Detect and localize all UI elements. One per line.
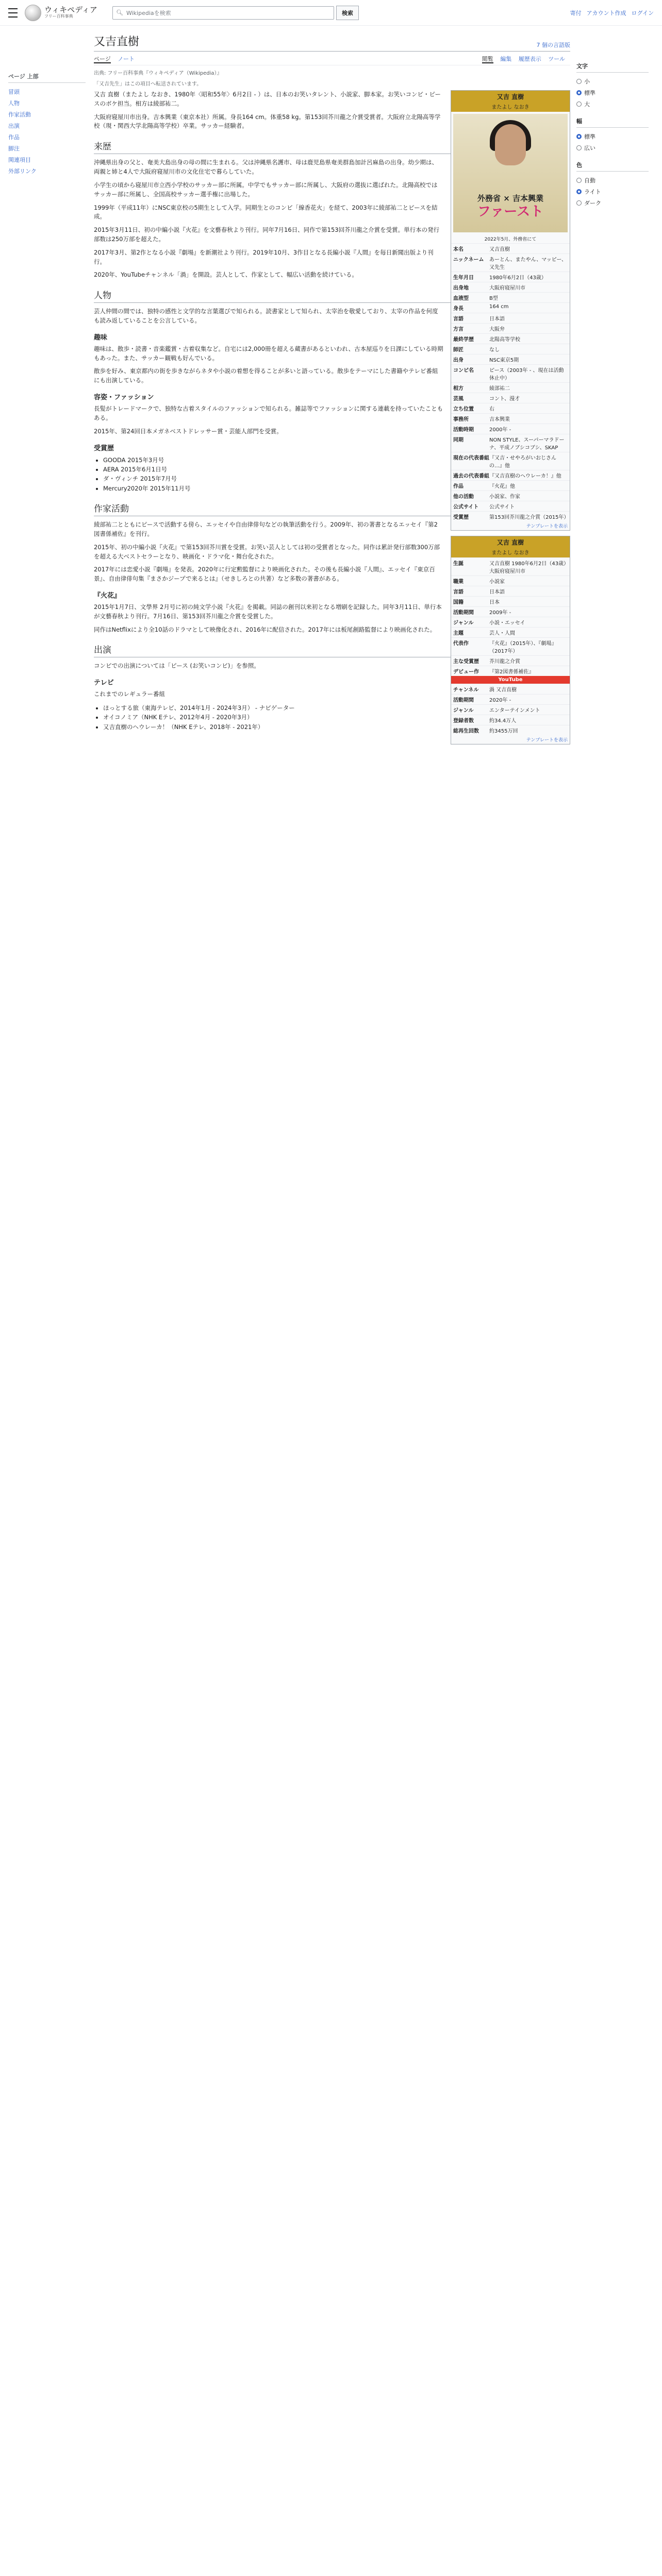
infobox-value: 大阪府寝屋川市 <box>489 285 525 291</box>
tab-edit[interactable]: 編集 <box>500 56 512 62</box>
infobox-value: 『又吉直樹のヘウレーカ！』他 <box>489 473 561 479</box>
option-label: ダーク <box>584 200 601 207</box>
page-tabs <box>94 55 570 65</box>
infobox-label: ジャンル <box>453 620 474 626</box>
infobox-value: 右 <box>489 406 494 412</box>
infobox-value: 北陽高等学校 <box>489 337 520 343</box>
infobox-label: 血液型 <box>453 296 469 301</box>
infobox-label: 芸風 <box>453 396 464 402</box>
infobox-label: 生年月日 <box>453 275 474 281</box>
infobox-row <box>451 557 570 575</box>
infobox-value: 又吉直樹 <box>489 247 510 252</box>
color-auto[interactable] <box>576 175 649 186</box>
infobox-row <box>451 243 570 253</box>
search-placeholder: Wikipediaを検索 <box>126 9 171 16</box>
paragraph: 1999年（平成11年）にNSC東京校の5期生として入学。同期生とのコンビ「線香花火」を経て、2003年に綾部祐二とピースを結成。 <box>94 204 438 221</box>
radio-icon <box>576 134 582 139</box>
infobox-row <box>451 501 570 511</box>
infobox-value: 小説家 <box>489 579 505 585</box>
infobox-label: 過去の代表番組 <box>453 473 489 479</box>
infobox-value: 『又吉・せやろがいおじさんの…』他 <box>489 455 556 469</box>
infobox-value: あーとん、またやん、マッピー、又先生 <box>489 257 567 270</box>
youtube-header: YouTube <box>451 676 570 684</box>
infobox-value: なし <box>489 347 500 353</box>
infobox-value: 164 cm <box>489 304 509 310</box>
paragraph: 2017年3月、第2作となる小説『劇場』を新潮社より刊行。2019年10月、3作目となる長編小説『人間』を毎日新聞出版より刊行。 <box>94 248 434 265</box>
infobox <box>451 90 570 531</box>
infobox-label: 代表作 <box>453 641 469 647</box>
infobox-label: 受賞歴 <box>453 515 469 520</box>
infobox-label: 総再生回数 <box>453 728 479 734</box>
width-wide[interactable] <box>576 142 649 154</box>
color-dark[interactable] <box>576 197 649 209</box>
radio-icon <box>576 200 582 206</box>
infobox-value: エンターテインメント <box>489 708 540 714</box>
infobox-label: 他の活動 <box>453 494 474 500</box>
infobox-label: 言語 <box>453 589 464 595</box>
list-item: • 又吉直樹のヘウレーカ！（NHK Eテレ、2018年 - 2021年） <box>103 722 570 732</box>
list-item: • ダ・ヴィンチ 2015年7月号 <box>103 474 570 483</box>
toc-item[interactable]: 脚注 <box>8 145 20 152</box>
infobox-writer <box>451 536 570 744</box>
photo-caption: 2022年5月、外務省にて <box>484 237 537 242</box>
infobox-label: 言語 <box>453 316 464 322</box>
infobox-value: 公式サイト <box>489 504 515 510</box>
infobox-row <box>451 382 570 393</box>
donate-link[interactable]: 寄付 <box>570 9 582 16</box>
paragraph: これまでのレギュラー番組 <box>94 690 165 698</box>
infobox-label: コンビ名 <box>453 368 474 374</box>
heading-text: 人物 <box>94 291 111 301</box>
infobox-row <box>451 364 570 382</box>
infobox-row <box>451 403 570 413</box>
option-label: 大 <box>584 101 590 108</box>
infobox-row <box>451 354 570 364</box>
infobox-value: 『火花』（2015年）、『劇場』（2017年） <box>489 641 557 654</box>
infobox-label: 生誕 <box>453 561 464 567</box>
logo-subtitle: フリー百科事典 <box>44 14 73 19</box>
infobox-label: 活動期間 <box>453 698 474 703</box>
option-label: ライト <box>584 189 601 195</box>
infobox-row <box>451 272 570 282</box>
infobox-value: 又吉直樹 1980年6月2日（43歳）大阪府寝屋川市 <box>489 561 567 574</box>
list-item: • オイコノミア（NHK Eテレ、2012年4月 - 2020年3月） <box>103 713 570 722</box>
infobox-value: 小説・エッセイ <box>489 620 525 626</box>
infobox-value: 芥川龍之介賞 <box>489 659 520 665</box>
infobox-name: 又吉 直樹 <box>451 91 570 103</box>
toc-item[interactable]: 作家活動 <box>8 111 31 118</box>
infobox-row <box>451 694 570 704</box>
infobox-label: ジャンル <box>453 708 474 714</box>
infobox-value: 『第2図書係補佐』 <box>489 669 534 675</box>
list-item: • Mercury2020年 2015年11月号 <box>103 484 570 493</box>
page-title: 又吉直樹 <box>94 36 140 48</box>
heading-text: 『火花』 <box>94 591 121 600</box>
option-label: 標準 <box>584 90 595 96</box>
infobox-row <box>451 725 570 735</box>
infobox-row <box>451 470 570 480</box>
infobox-row <box>451 292 570 302</box>
infobox-label: 最終学歴 <box>453 337 474 343</box>
infobox-value: コント、漫才 <box>489 396 520 402</box>
infobox-value: ピース（2003年 - 、現在は活動休止中） <box>489 368 564 381</box>
infobox-label: 活動時期 <box>453 427 474 433</box>
toc-title: ページ 上部 <box>8 72 86 83</box>
infobox-row <box>451 452 570 470</box>
infobox-row <box>451 253 570 272</box>
paragraph: 2015年、第24回日本メガネベストドレッサー賞・芸能人部門を受賞。 <box>94 427 283 435</box>
infobox-row <box>451 596 570 606</box>
infobox-value: NSC東京5期 <box>489 358 519 363</box>
paragraph: 趣味は、散歩・読書・音楽鑑賞・古着収集など。自宅には2,000冊を超える蔵書があるといわれ、古本屋巡りを日課にしている時期もあった。また、サッカー観戦も好んでいる。 <box>94 345 443 362</box>
infobox-row <box>451 413 570 423</box>
heading-text: 趣味 <box>94 333 108 342</box>
toc-item[interactable]: 関連項目 <box>8 157 31 163</box>
infobox-label: 立ち位置 <box>453 406 474 412</box>
infobox-value: 2009年 - <box>489 610 511 616</box>
search-input[interactable] <box>112 6 334 20</box>
paragraph: 大阪府寝屋川市出身。吉本興業（東京本社）所属。身長164 cm。体重58 kg。第153回芥川龍之介賞受賞者。大阪府立北陽高等学校（現・関西大学北陽高等学校）卒業。サッカー経験者。 <box>94 113 441 130</box>
infobox-row <box>451 302 570 313</box>
infobox-value: NON STYLE、スーパーマラドーナ、平成ノブシコブシ、SKAP <box>489 437 565 451</box>
toc-item[interactable]: 出演 <box>8 123 20 129</box>
infobox-row <box>451 282 570 292</box>
infobox-label: 主な受賞歴 <box>453 659 479 665</box>
paragraph: 2020年、YouTubeチャンネル「渦」を開設。芸人として、作家として、幅広い活動を続けている。 <box>94 271 358 279</box>
radio-icon <box>576 145 582 150</box>
logo-title: ウィキペディア <box>44 5 97 14</box>
infobox-row <box>451 511 570 521</box>
list-item: • ほっとする旅（東海テレビ、2014年1月 - 2024年3月） - ナビゲーター <box>103 703 570 713</box>
option-label: 小 <box>584 78 590 85</box>
option-label: 標準 <box>584 133 595 140</box>
infobox-label: 同期 <box>453 437 464 443</box>
infobox-value: 2020年 - <box>489 698 511 703</box>
toc-item[interactable]: 冒頭 <box>8 89 20 95</box>
infobox-value: 小説家、作家 <box>489 494 520 500</box>
login-link[interactable]: ログイン <box>631 9 654 16</box>
header <box>0 0 662 26</box>
infobox-label: 本名 <box>453 247 464 252</box>
toc-item[interactable]: 作品 <box>8 134 20 141</box>
infobox-row <box>451 666 570 676</box>
heading-text: 出演 <box>94 645 111 656</box>
infobox-value: 2000年 - <box>489 427 511 433</box>
photo-text-2: ファースト <box>477 204 544 219</box>
radio-icon <box>576 79 582 84</box>
create-account-link[interactable]: アカウント作成 <box>586 9 626 16</box>
infobox-label: 登録者数 <box>453 718 474 724</box>
text-size-large[interactable] <box>576 98 649 110</box>
infobox-value: 約34.4万人 <box>489 718 517 724</box>
infobox-row <box>451 637 570 655</box>
infobox-value: 吉本興業 <box>489 417 510 422</box>
infobox-value: 日本 <box>489 600 500 605</box>
paragraph: 又吉 直樹（またよし なおき、1980年〈昭和55年〉6月2日 - ）は、日本のお笑いタレント、小説家、脚本家。お笑いコンビ・ピースのボケ担当。相方は綾部祐二。 <box>94 91 441 107</box>
infobox-value: 渦 又吉直樹 <box>489 687 517 693</box>
infobox-row <box>451 655 570 666</box>
infobox-label: 現在の代表番組 <box>453 455 489 461</box>
radio-icon <box>576 178 582 183</box>
paragraph: 綾部祐二とともにピースで活動する傍ら、エッセイや自由律俳句などの執筆活動を行う。2009年、初の著書となるエッセイ『第2図書係補佐』を刊行。 <box>94 521 438 537</box>
infobox-row <box>451 434 570 452</box>
infobox-value: 約3455万回 <box>489 728 518 734</box>
paragraph: 2017年には恋愛小説『劇場』を発表。2020年に行定勲監督により映画化された。その後も長編小説『人間』、エッセイ『東京百景』、自由律俳句集『まさかジープで来るとは』（せきしろとの共著）など多数の著書がある。 <box>94 566 435 583</box>
infobox-label: 事務所 <box>453 417 469 422</box>
infobox-value: B型 <box>489 296 498 301</box>
infobox-label: 国籍 <box>453 600 464 605</box>
paragraph: 長髪がトレードマークで、独特な古着スタイルのファッションで知られる。雑誌等でファッションに関する連載を持っていたこともある。 <box>94 405 443 421</box>
option-label: 広い <box>584 145 595 151</box>
toc-item[interactable]: 外部リンク <box>8 168 37 175</box>
logo[interactable] <box>25 5 102 21</box>
infobox-label: 公式サイト <box>453 504 479 510</box>
infobox-label: 出身 <box>453 358 464 363</box>
infobox-row <box>451 333 570 344</box>
color-title: 色 <box>576 161 649 172</box>
heading-text: 来歴 <box>94 142 111 152</box>
list-item: • AERA 2015年6月1日号 <box>103 465 570 474</box>
text-size-standard[interactable] <box>576 87 649 98</box>
user-links <box>570 9 654 17</box>
paragraph: 沖縄県出身の父と、奄美大島出身の母の間に生まれる。父は沖縄県名護市、母は鹿児島県奄美群島加計呂麻島の出身。幼少期は、両親と姉と4人で大阪府寝屋川市の文化住宅で暮らしていた。 <box>94 159 438 176</box>
source-line: 出典: フリー百科事典『ウィキペディア（Wikipedia）』 <box>94 71 222 76</box>
infobox-row <box>451 606 570 617</box>
heading-text: 容姿・ファッション <box>94 394 154 402</box>
option-label: 自動 <box>584 177 595 184</box>
main-content <box>86 26 570 750</box>
infobox-row <box>451 627 570 637</box>
paragraph: 小学生の頃から寝屋川市立西小学校のサッカー部に所属。中学でもサッカー部に所属し、大阪府の選抜に選ばれた。北陽高校ではサッカー部に所属し、全国高校サッカー選手権に出場した。 <box>94 181 438 198</box>
menu-icon[interactable] <box>8 8 18 18</box>
toc-sidebar <box>8 26 86 750</box>
infobox-row <box>451 586 570 596</box>
search-button[interactable]: 検索 <box>336 6 359 20</box>
paragraph: 2015年1月7日、文學界 2月号に初の純文学小説『火花』を掲載。同誌の創刊以来初となる増刷を記録した。同年3月11日、単行本が文藝春秋より刊行。7月16日、第153回芥川龍之介賞を受賞した。 <box>94 603 442 620</box>
infobox-value: 大阪弁 <box>489 327 505 332</box>
infobox-value: 日本語 <box>489 316 505 322</box>
search-area <box>112 6 359 20</box>
infobox-row <box>451 480 570 490</box>
infobox-label: 出身地 <box>453 285 469 291</box>
infobox-writer-name: 又吉 直樹 <box>451 536 570 548</box>
tab-read[interactable]: 閲覧 <box>482 56 493 62</box>
infobox-writer-kana: またよし なおき <box>451 548 570 557</box>
infobox-row <box>451 704 570 715</box>
paragraph: 芸人仲間の間では、独特の感性と文学的な言葉選びで知られる。読書家として知られ、太宰治を敬愛しており、太宰の作品を何度も読み返していることを公言している。 <box>94 308 438 324</box>
tab-page[interactable]: ページ <box>94 56 111 62</box>
infobox-label: 師匠 <box>453 347 464 353</box>
tab-tools[interactable]: ツール <box>548 56 565 62</box>
paragraph: 散歩を好み、東京都内の街を歩きながらネタや小説の着想を得ることが多いと語っている。散歩をテーマにした書籍やテレビ番組にも出演している。 <box>94 367 438 384</box>
text-size-small[interactable] <box>576 76 649 87</box>
search-icon: 🔍︎ <box>116 9 123 16</box>
heading-text: 作家活動 <box>94 504 129 515</box>
appearance-panel <box>570 26 649 750</box>
heading-text: 受賞歴 <box>94 444 114 452</box>
infobox-label: 作品 <box>453 484 464 489</box>
list-item: • GOODA 2015年3月号 <box>103 455 570 465</box>
globe-icon <box>25 5 41 21</box>
infobox-value: 第153回芥川龍之介賞（2015年） <box>489 515 569 520</box>
infobox-value: 芸人・人間 <box>489 631 515 636</box>
infobox-row <box>451 323 570 333</box>
portrait-photo[interactable] <box>453 114 568 232</box>
template-link[interactable]: テンプレートを表示 <box>526 738 568 743</box>
infobox-value: 日本語 <box>489 589 505 595</box>
photo-face <box>495 124 526 165</box>
tab-talk[interactable]: ノート <box>118 56 135 62</box>
infobox-label: 相方 <box>453 386 464 392</box>
color-light[interactable] <box>576 186 649 197</box>
infobox-label: 主題 <box>453 631 464 636</box>
infobox-row <box>451 575 570 586</box>
width-standard[interactable] <box>576 131 649 142</box>
article-body <box>94 90 570 743</box>
infobox-row <box>451 393 570 403</box>
infobox-value: 綾部祐二 <box>489 386 510 392</box>
infobox-row <box>451 313 570 323</box>
infobox-kana: またよし なおき <box>451 103 570 112</box>
infobox-row <box>451 423 570 434</box>
infobox-value: 『火花』他 <box>489 484 515 489</box>
infobox-label: 職業 <box>453 579 464 585</box>
infobox-label: 活動期間 <box>453 610 474 616</box>
language-button[interactable]: 7 個の言語版 <box>536 42 570 48</box>
paragraph: コンビでの出演については「ピース (お笑いコンビ)」を参照。 <box>94 662 260 670</box>
text-size-title: 文字 <box>576 62 649 73</box>
paragraph: 2015年、初の中編小説『火花』で第153回芥川賞を受賞。お笑い芸人としては初の受賞者となった。同作は累計発行部数300万部を超える大ベストセラーとなり、映画化・ドラマ化・舞台化された。 <box>94 543 440 560</box>
infobox-row <box>451 490 570 501</box>
paragraph: 同作はNetflixにより全10話のドラマとして映像化され、2016年に配信された。2017年には板尾創路監督により映画化された。 <box>94 625 436 633</box>
infobox-label: デビュー作 <box>453 669 479 675</box>
infobox-label: 方言 <box>453 327 464 332</box>
radio-icon <box>576 189 582 194</box>
template-link[interactable]: テンプレートを表示 <box>526 524 568 529</box>
photo-text-1: 外務省 × 吉本興業 <box>477 194 543 203</box>
radio-icon <box>576 101 582 107</box>
infobox-row <box>451 715 570 725</box>
infobox-label: 身長 <box>453 306 464 312</box>
heading-text: テレビ <box>94 679 114 687</box>
tab-history[interactable]: 履歴表示 <box>518 56 541 62</box>
infobox-label: チャンネル <box>453 687 479 693</box>
redirect-note: 「又吉先生」はこの項目へ転送されています。 <box>94 81 202 87</box>
radio-icon <box>576 90 582 95</box>
paragraph: 2015年3月11日、初の中編小説『火花』を文藝春秋より刊行。同年7月16日、同作で第153回芥川龍之介賞を受賞。単行本の発行部数は250万部を超えた。 <box>94 226 440 243</box>
infobox-row <box>451 684 570 694</box>
infobox-row <box>451 344 570 354</box>
infobox-label: ニックネーム <box>453 257 484 263</box>
infobox-value: 1980年6月2日（43歳） <box>489 275 547 281</box>
infobox-row <box>451 617 570 627</box>
toc-item[interactable]: 人物 <box>8 100 20 107</box>
width-title: 幅 <box>576 117 649 128</box>
